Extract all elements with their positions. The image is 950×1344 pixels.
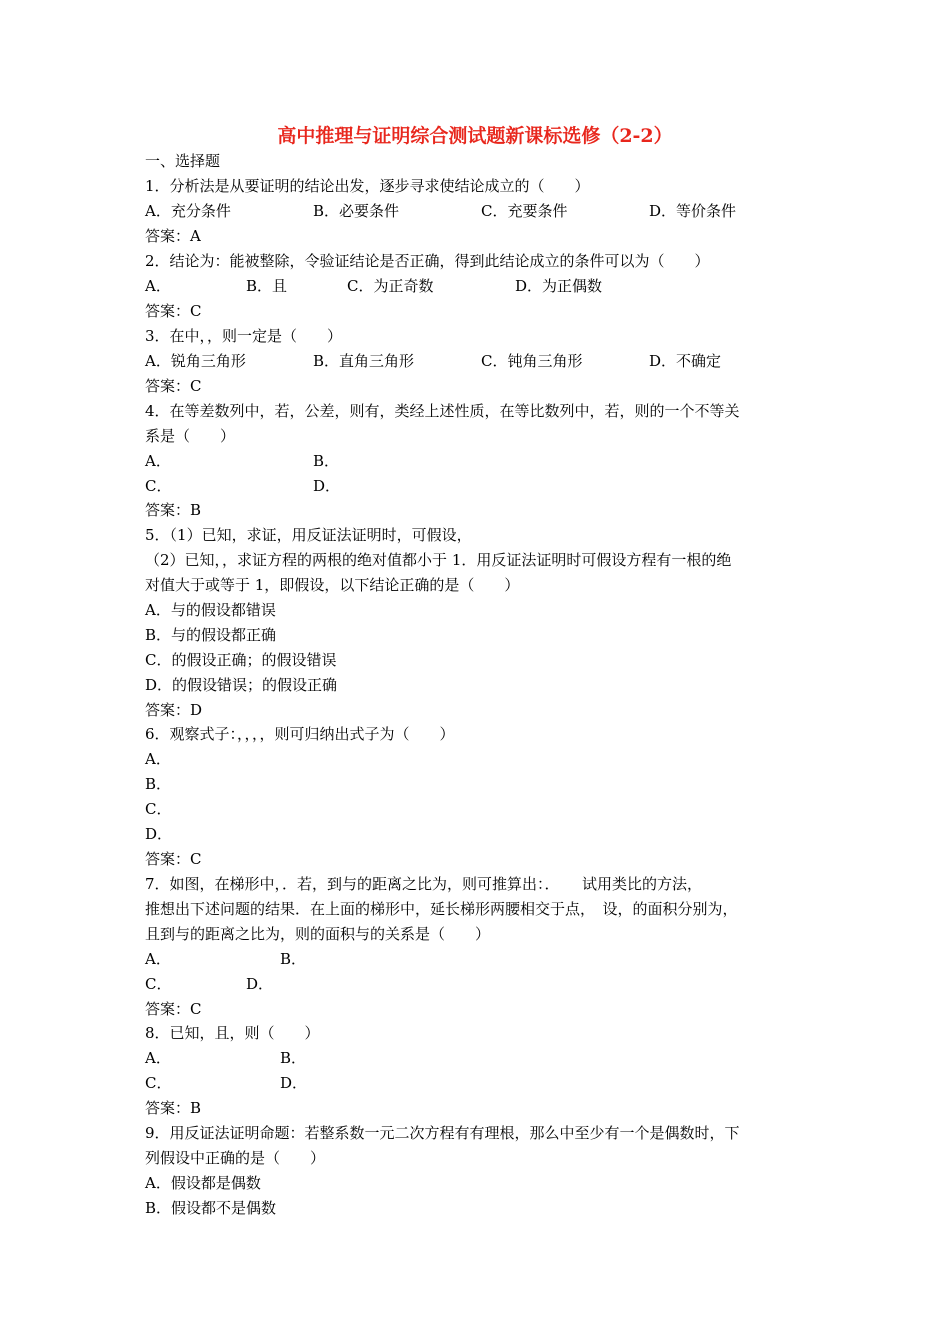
question-3-options — [145, 351, 795, 371]
option-c: C． — [145, 1074, 172, 1092]
question-2-answer: 答案：C — [145, 302, 202, 320]
question-9-stem-line-1: 9．用反证法证明命题：若整系数一元二次方程有有理根，那么中至少有一个是偶数时，下 — [145, 1124, 740, 1142]
question-7-options-row-1 — [145, 949, 545, 969]
option-b: B． — [280, 1049, 307, 1067]
question-3-answer: 答案：C — [145, 377, 202, 395]
question-4-answer: 答案：B — [145, 501, 202, 519]
option-c: C．为正奇数 — [347, 277, 434, 295]
section-heading: 一、选择题 — [145, 152, 221, 170]
question-7-stem-line-1: 7．如图，在梯形中，．若，到与的距离之比为，则可推算出：． 试用类比的方法， — [145, 875, 703, 893]
question-8-answer: 答案：B — [145, 1099, 202, 1117]
option-c: C． — [145, 477, 172, 495]
document-title: 高中推理与证明综合测试题新课标选修（2-2） — [277, 125, 673, 147]
question-5-option-b: B．与的假设都正确 — [145, 626, 277, 644]
question-2-stem: 2．结论为：能被整除，令验证结论是否正确，得到此结论成立的条件可以为（ ） — [145, 252, 710, 270]
option-b: B． — [280, 950, 307, 968]
question-7-options-row-2 — [145, 974, 545, 994]
question-6-option-c: C． — [145, 800, 172, 818]
question-9-stem-line-2: 列假设中正确的是（ ） — [145, 1149, 326, 1167]
question-4-stem-line-2: 系是（ ） — [145, 427, 236, 445]
option-a: A．充分条件 — [145, 202, 231, 220]
question-7-stem-line-2: 推想出下述问题的结果．在上面的梯形中，延长梯形两腰相交于点， 设，的面积分别为， — [145, 900, 738, 918]
option-b: B． — [313, 452, 340, 470]
question-8-options-row-1 — [145, 1048, 545, 1068]
option-d: D．不确定 — [649, 352, 722, 370]
question-7-answer: 答案：C — [145, 1000, 202, 1018]
option-d: D． — [246, 975, 274, 993]
question-4-stem-line-1: 4．在等差数列中，若，公差，则有，类经上述性质，在等比数列中，若，则的一个不等关 — [145, 402, 740, 420]
option-c: C． — [145, 975, 172, 993]
option-d: D． — [313, 477, 341, 495]
question-1-options — [145, 201, 795, 221]
option-b: B．必要条件 — [313, 202, 400, 220]
question-5-option-c: C．的假设正确；的假设错误 — [145, 651, 337, 669]
question-1-stem: 1．分析法是从要证明的结论出发，逐步寻求使结论成立的（ ） — [145, 177, 590, 195]
question-5-option-d: D．的假设错误；的假设正确 — [145, 676, 338, 694]
option-a: A． — [145, 452, 171, 470]
option-b: B．且 — [246, 277, 288, 295]
question-6-option-a: A． — [145, 750, 171, 768]
question-5-answer: 答案：D — [145, 701, 203, 719]
option-a: A． — [145, 1049, 171, 1067]
option-d: D．为正偶数 — [515, 277, 603, 295]
question-6-answer: 答案：C — [145, 850, 202, 868]
question-3-stem: 3．在中，，则一定是（ ） — [145, 327, 343, 345]
question-7-stem-line-3: 且到与的距离之比为，则的面积与的关系是（ ） — [145, 925, 491, 943]
question-5-stem-line-3: 对值大于或等于 1，即假设，以下结论正确的是（ ） — [145, 576, 520, 594]
option-c: C．钝角三角形 — [481, 352, 583, 370]
question-5-stem-line-2: （2）已知，，求证方程的两根的绝对值都小于 1．用反证法证明时可假设方程有一根的绝 — [145, 551, 732, 569]
option-d: D． — [280, 1074, 308, 1092]
option-b: B．直角三角形 — [313, 352, 415, 370]
option-a: A． — [145, 277, 171, 295]
question-6-stem: 6．观察式子：，，，，则可归纳出式子为（ ） — [145, 725, 455, 743]
option-c: C．充要条件 — [481, 202, 568, 220]
question-1-answer: 答案：A — [145, 227, 201, 245]
question-8-options-row-2 — [145, 1073, 545, 1093]
option-a: A． — [145, 950, 171, 968]
question-5-option-a: A．与的假设都错误 — [145, 601, 276, 619]
question-8-stem: 8．已知，且，则（ ） — [145, 1024, 320, 1042]
question-9-option-a: A．假设都是偶数 — [145, 1174, 261, 1192]
question-9-option-b: B．假设都不是偶数 — [145, 1199, 277, 1217]
question-4-options-row-1 — [145, 451, 545, 471]
question-6-option-b: B． — [145, 775, 172, 793]
question-5-stem-line-1: 5．（1）已知，求证，用反证法证明时，可假设， — [145, 526, 472, 544]
option-a: A．锐角三角形 — [145, 352, 246, 370]
question-2-options — [145, 276, 795, 296]
option-d: D．等价条件 — [649, 202, 737, 220]
question-6-option-d: D． — [145, 825, 173, 843]
question-4-options-row-2 — [145, 476, 545, 496]
